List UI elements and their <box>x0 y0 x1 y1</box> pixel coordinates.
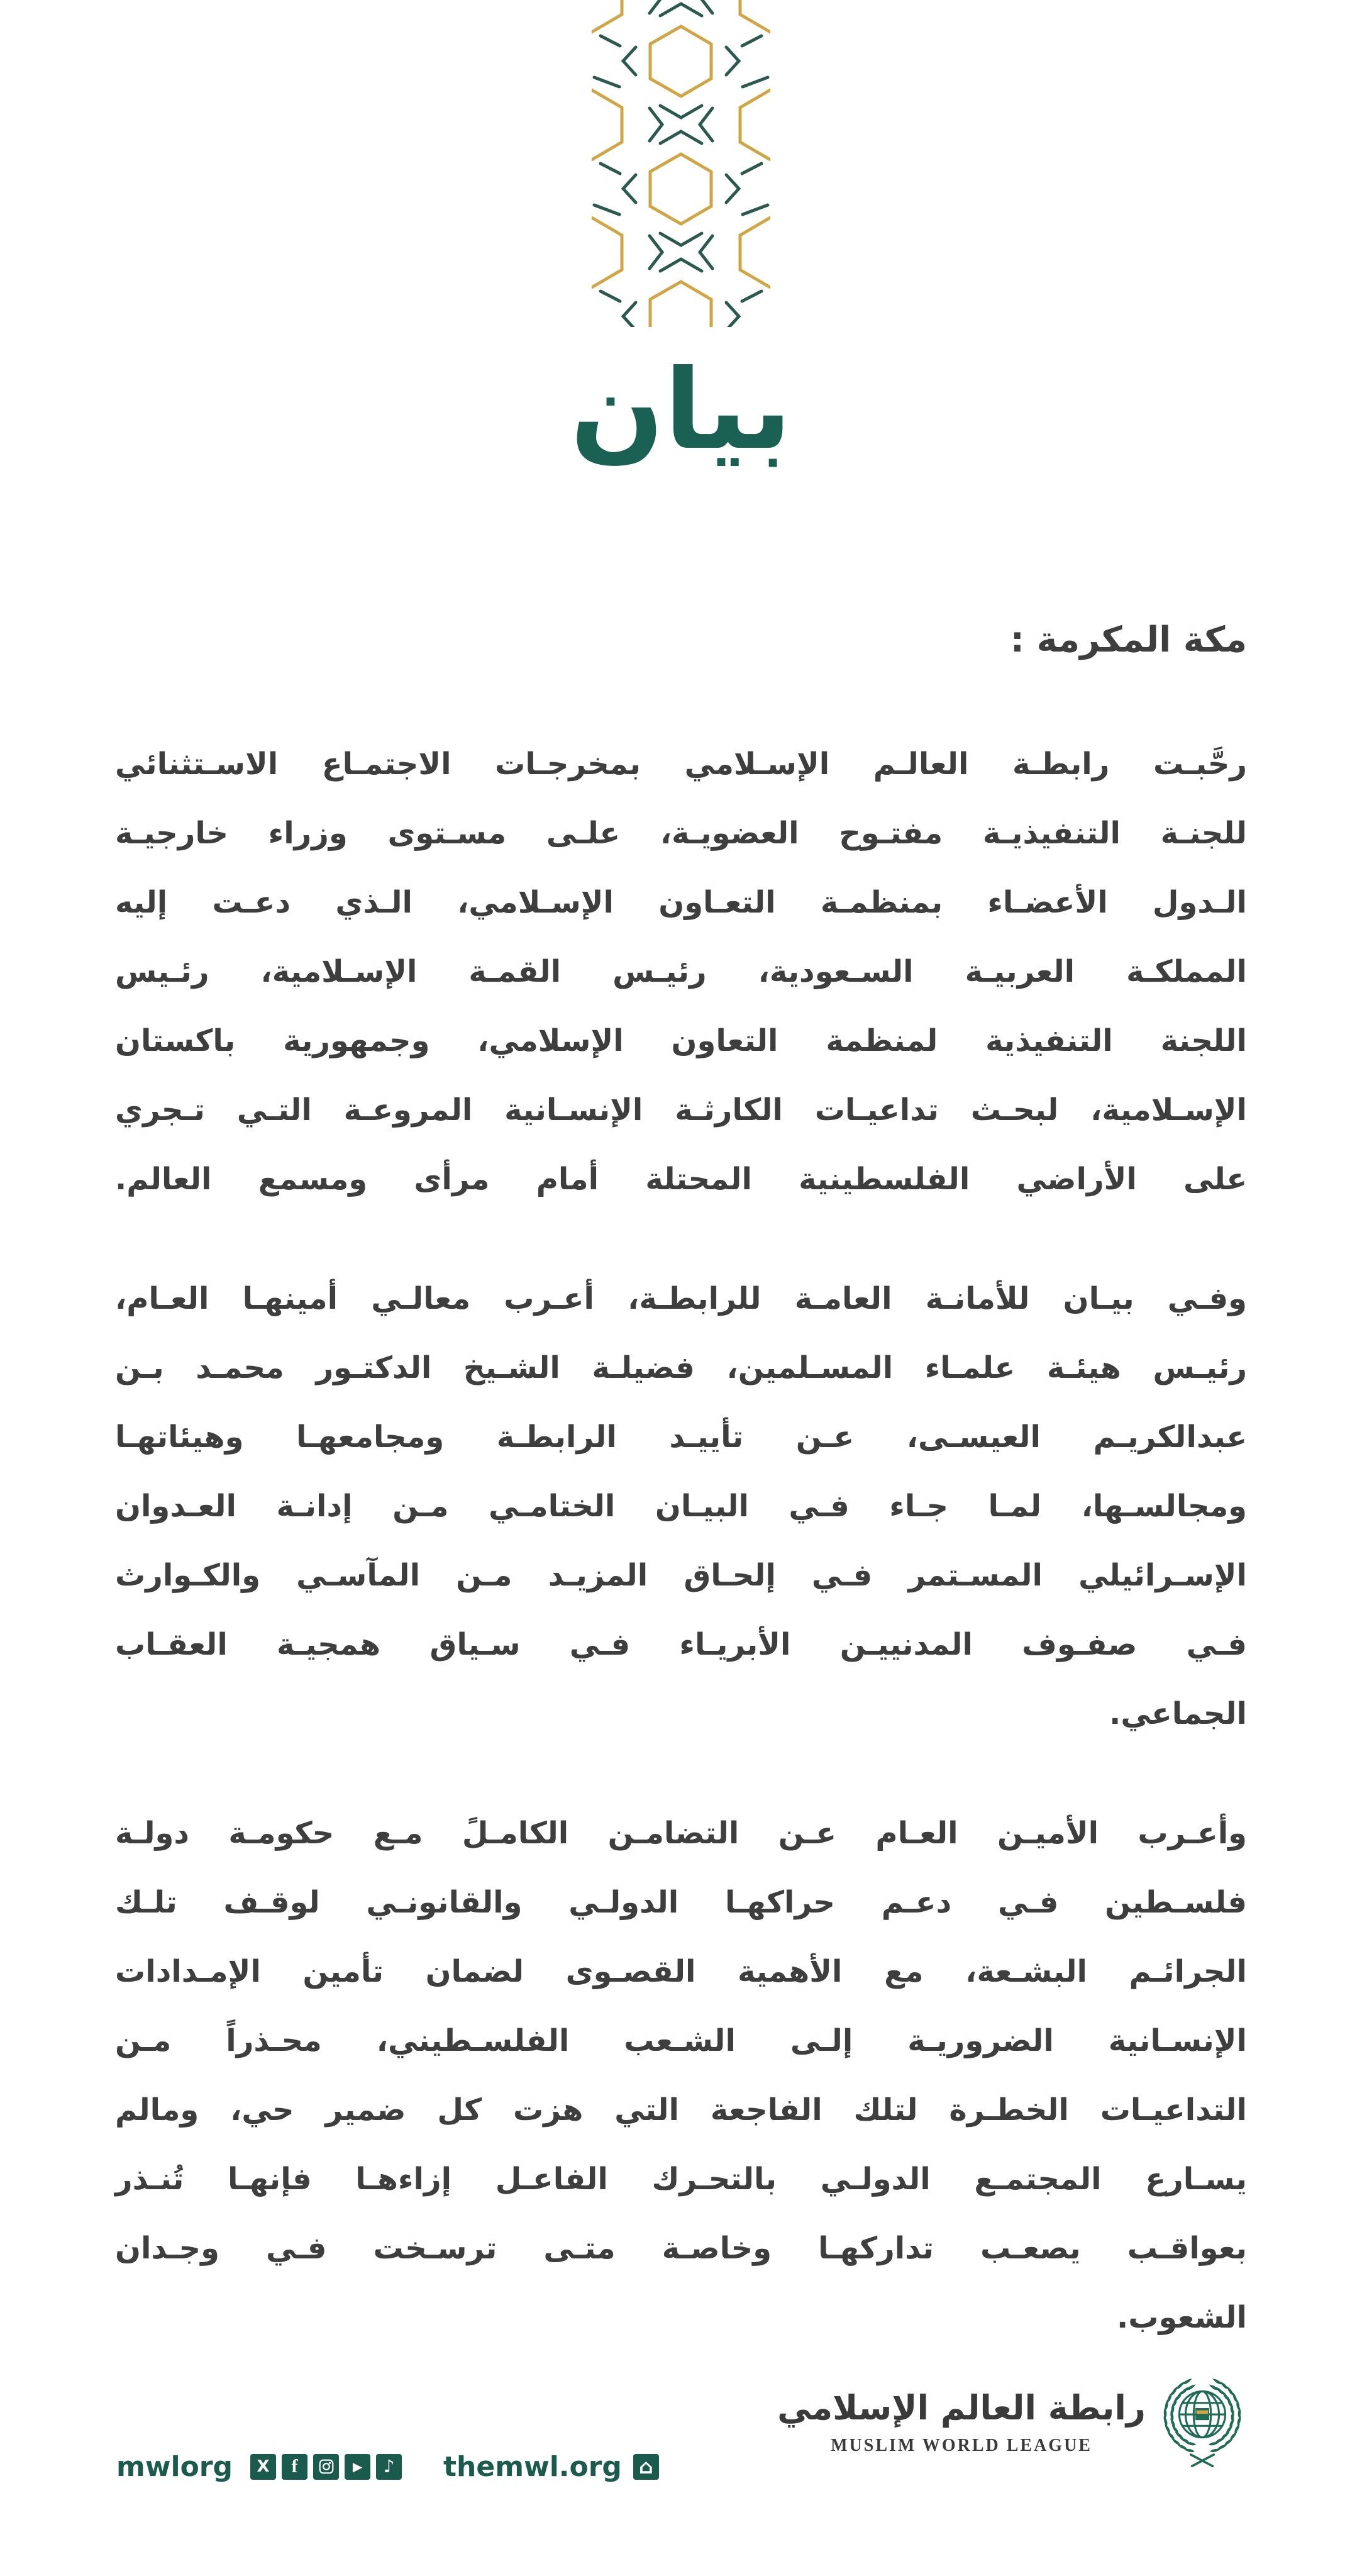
mwl-logo-arabic-name: رابطة العالم الإسلامي <box>777 2388 1146 2428</box>
statement-line: الإنسـانية الضروريـة إلـى الشـعب الفلسـطيني، محـذراً مـن <box>115 2023 1247 2058</box>
statement-line: على الأراضي الفلسطينية المحتلة أمام مرأى ومسمع العالم. <box>115 1162 1247 1197</box>
mwl-logo-text <box>777 2389 1146 2455</box>
statement-line: الإسـرائيلي المسـتمر فـي إلحـاق المزيـد مـن المآسـي والكـوارث <box>115 1558 1247 1593</box>
social-handle: mwlorg <box>116 2450 233 2483</box>
statement-line: وفـي بيـان للأمانـة العامـة للرابطـة، أعـرب معالـي أمينهـا العـام، <box>115 1281 1247 1316</box>
statement-line: المملكـة العربيـة السـعودية، رئيـس القمـة الإسـلامية، رئـيس <box>115 954 1247 989</box>
statement-line: عبدالكريـم العيسـى، عـن تأييـد الرابطـة ومجامعهـا وهيئاتهـا <box>115 1419 1247 1455</box>
statement-line: الجماعي. <box>1109 1696 1247 1731</box>
social-icons-row <box>250 2454 402 2480</box>
islamic-geometric-pattern <box>592 0 770 327</box>
statement-line: الجرائـم البشـعة، مع الأهمية القصـوى لضمان تأمين الإمـدادات <box>115 1954 1247 1989</box>
paragraph <box>115 730 1247 1214</box>
mwl-emblem <box>1162 2371 1243 2474</box>
statement-line: وأعـرب الأميـن العـام عـن التضامـن الكامـلً مـع حكومـة دولـة <box>115 1816 1247 1851</box>
youtube-icon[interactable]: ▶ <box>345 2454 370 2480</box>
statement-line: رئيـس هيئـة علمـاء المسـلمين، فضيلـة الشـيخ الدكتـور محمـد بـن <box>115 1350 1247 1385</box>
statement-line: الـدول الأعضـاء بمنظمـة التعـاون الإسـلامي، الـذي دعـت إليه <box>115 885 1247 920</box>
statement-line: فـي صفـوف المدنييـن الأبريـاء فـي سـياق همجيـة العقـاب <box>115 1627 1247 1662</box>
statement-line: اللجنة التنفيذية لمنظمة التعاون الإسلامي، وجمهورية باكستان <box>115 1023 1247 1058</box>
statement-line: فلسـطين فـي دعـم حراكهـا الدولـي والقانونـي لوقـف تلـك <box>115 1885 1247 1920</box>
statement-line: يسـارع المجتمـع الدولـي بالتحـرك الفاعـل إزاءهـا فإنهـا تُنـذر <box>115 2162 1247 2197</box>
statement-line: ومجالسـها، لمـا جـاء فـي البيـان الختامـي مـن إدانـة العـدوان <box>115 1489 1247 1524</box>
statement-line: للجنـة التنفيذيـة مفتـوح العضويـة، علـى مسـتوى وزراء خارجيـة <box>115 816 1247 851</box>
paragraph <box>115 1799 1247 2352</box>
statement-paragraphs <box>115 730 1247 2402</box>
mwl-logo <box>777 2371 1243 2474</box>
statement-line: التداعيـات الخطـرة لتلك الفاجعة التي هزت كل ضمير حي، ومالم <box>115 2092 1247 2128</box>
mwl-emblem-icon <box>1162 2371 1243 2472</box>
home-icon[interactable]: ⌂ <box>633 2454 659 2480</box>
pattern-svg <box>592 0 770 327</box>
instagram-icon[interactable] <box>313 2454 339 2480</box>
statement-line: الشعوب. <box>1117 2300 1247 2335</box>
facebook-icon[interactable]: f <box>282 2454 307 2480</box>
mwl-logo-english-name: MUSLIM WORLD LEAGUE <box>831 2435 1092 2455</box>
statement-line: رحَّبـت رابطـة العالـم الإسـلامي بمخرجـات الاجتمـاع الاسـتثنائي <box>115 747 1247 782</box>
website-url: themwl.org <box>443 2450 622 2483</box>
tiktok-icon[interactable]: ♪ <box>376 2454 402 2480</box>
page-title: بيان <box>570 347 792 474</box>
statement-line: بعواقـب يصعـب تداركهـا وخاصـة متـى ترسـخت فـي وجـدان <box>115 2231 1247 2266</box>
location-heading: مكة المكرمة : <box>1010 619 1247 660</box>
paragraph <box>115 1264 1247 1748</box>
x-icon[interactable]: X <box>250 2454 276 2480</box>
footer-social-bar <box>116 2450 659 2483</box>
statement-line: الإسـلامية، لبحـث تداعيـات الكارثـة الإنسـانية المروعـة التـي تـجري <box>115 1092 1247 1128</box>
